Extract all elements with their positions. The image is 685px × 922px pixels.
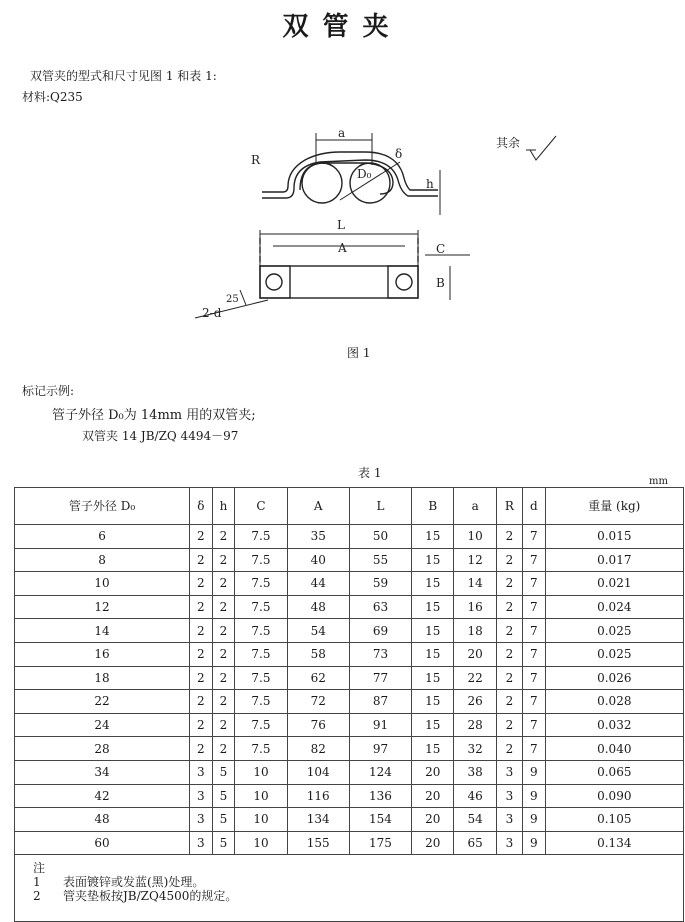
label-roughness: 其余 (496, 136, 521, 150)
table-cell: 0.040 (545, 737, 683, 761)
table-cell: 175 (349, 831, 411, 855)
table-cell: 22 (454, 666, 496, 690)
table-cell: 155 (287, 831, 349, 855)
table-cell: 3 (190, 784, 212, 808)
table-cell: 2 (496, 572, 522, 596)
table-cell: 48 (287, 595, 349, 619)
column-header: B (412, 488, 454, 525)
table-row (15, 690, 684, 714)
table-cell: 0.032 (545, 713, 683, 737)
column-header: h (212, 488, 235, 525)
table-cell: 46 (454, 784, 496, 808)
table-cell: 0.028 (545, 690, 683, 714)
label-a: a (338, 126, 346, 140)
table-cell: 20 (412, 808, 454, 832)
table-cell: 3 (496, 808, 522, 832)
table-cell: 5 (212, 831, 235, 855)
column-header: 管子外径 D₀ (15, 488, 190, 525)
table-cell: 7 (522, 525, 545, 549)
table-cell: 2 (190, 642, 212, 666)
page-title: 双管夹 (282, 12, 403, 42)
table-cell: 50 (349, 525, 411, 549)
table-cell: 7.5 (235, 619, 287, 643)
table-cell: 32 (454, 737, 496, 761)
table-cell: 0.105 (545, 808, 683, 832)
note-item (33, 889, 683, 903)
table-row (15, 572, 684, 596)
table-cell: 20 (454, 642, 496, 666)
table-cell: 3 (190, 831, 212, 855)
table-cell: 2 (212, 737, 235, 761)
table-cell: 2 (190, 666, 212, 690)
table-cell: 12 (15, 595, 190, 619)
table-cell: 0.134 (545, 831, 683, 855)
table-row (15, 808, 684, 832)
note-text: 管夹垫板按JB/ZQ4500的规定。 (63, 889, 238, 904)
table-cell: 7.5 (235, 548, 287, 572)
table-cell: 10 (235, 784, 287, 808)
table-cell: 2 (190, 572, 212, 596)
table-cell: 2 (212, 595, 235, 619)
table-caption: 表 1 (358, 466, 382, 480)
table-cell: 10 (15, 572, 190, 596)
table-cell: 77 (349, 666, 411, 690)
table-cell: 24 (15, 713, 190, 737)
table-cell: 15 (412, 572, 454, 596)
table-cell: 154 (349, 808, 411, 832)
table-cell: 42 (15, 784, 190, 808)
table-cell: 7.5 (235, 737, 287, 761)
table-row (15, 619, 684, 643)
table-cell: 48 (15, 808, 190, 832)
label-h: h (426, 177, 434, 191)
table-cell: 5 (212, 808, 235, 832)
table-cell: 2 (212, 548, 235, 572)
label-A: A (338, 241, 347, 255)
label-D0: D₀ (357, 167, 372, 181)
table-cell: 40 (287, 548, 349, 572)
table-cell: 0.021 (545, 572, 683, 596)
table-cell: 9 (522, 784, 545, 808)
table-cell: 10 (454, 525, 496, 549)
table-cell: 62 (287, 666, 349, 690)
table-header-row (15, 488, 684, 525)
table-row (15, 666, 684, 690)
table-cell: 15 (412, 595, 454, 619)
table-cell: 2 (212, 690, 235, 714)
table-cell: 116 (287, 784, 349, 808)
table-cell: 15 (412, 619, 454, 643)
table-cell: 44 (287, 572, 349, 596)
table-cell: 10 (235, 760, 287, 784)
table-row (15, 525, 684, 549)
table-cell: 0.025 (545, 619, 683, 643)
table-cell: 10 (235, 831, 287, 855)
table-cell: 124 (349, 760, 411, 784)
table-cell: 15 (412, 713, 454, 737)
table-cell: 9 (522, 808, 545, 832)
table-cell: 15 (412, 666, 454, 690)
table-row (15, 548, 684, 572)
table-cell: 7 (522, 737, 545, 761)
intro-text: 双管夹的型式和尺寸见图 1 和表 1: (30, 69, 217, 83)
table-cell: 54 (454, 808, 496, 832)
table-cell: 73 (349, 642, 411, 666)
note-number: 1 (33, 875, 41, 890)
table-cell: 7 (522, 690, 545, 714)
table-row (15, 595, 684, 619)
column-header: 重量 (kg) (545, 488, 683, 525)
table-cell: 7.5 (235, 572, 287, 596)
column-header: C (235, 488, 287, 525)
table-cell: 22 (15, 690, 190, 714)
table-cell: 0.015 (545, 525, 683, 549)
table-cell: 14 (15, 619, 190, 643)
table-cell: 0.017 (545, 548, 683, 572)
notes-row (15, 855, 684, 922)
table-cell: 3 (190, 760, 212, 784)
roughness-symbol (526, 136, 556, 160)
table-cell: 7 (522, 595, 545, 619)
table-cell: 5 (212, 760, 235, 784)
table-cell: 2 (190, 619, 212, 643)
example-line-1: 管子外径 D₀为 14mm 用的双管夹; (52, 408, 256, 423)
notes-heading: 注 (33, 861, 46, 876)
table-cell: 16 (15, 642, 190, 666)
label-ra: 25 (226, 294, 239, 305)
table-cell: 7 (522, 713, 545, 737)
table-cell: 15 (412, 690, 454, 714)
note-number: 2 (33, 889, 41, 904)
table-cell: 63 (349, 595, 411, 619)
table-cell: 3 (496, 760, 522, 784)
table-cell: 55 (349, 548, 411, 572)
table-cell: 69 (349, 619, 411, 643)
label-C: C (436, 242, 446, 256)
table-cell: 28 (15, 737, 190, 761)
clamp-drawing (185, 120, 521, 330)
table-row (15, 784, 684, 808)
table-cell: 35 (287, 525, 349, 549)
table-cell: 2 (496, 595, 522, 619)
table-cell: 2 (496, 713, 522, 737)
table-cell: 2 (212, 713, 235, 737)
table-cell: 16 (454, 595, 496, 619)
table-cell: 7 (522, 619, 545, 643)
table-cell: 14 (454, 572, 496, 596)
table-cell: 2 (212, 525, 235, 549)
table-row (15, 737, 684, 761)
label-B: B (436, 276, 445, 290)
table-cell: 54 (287, 619, 349, 643)
notes-cell (15, 855, 684, 922)
column-header: a (454, 488, 496, 525)
table-cell: 20 (412, 831, 454, 855)
table-cell: 2 (190, 713, 212, 737)
table-cell: 2 (190, 525, 212, 549)
table-cell: 7 (522, 572, 545, 596)
table-cell: 7 (522, 666, 545, 690)
table-cell: 26 (454, 690, 496, 714)
table-cell: 9 (522, 831, 545, 855)
table-cell: 134 (287, 808, 349, 832)
table-cell: 0.065 (545, 760, 683, 784)
table-cell: 2 (212, 572, 235, 596)
table-cell: 38 (454, 760, 496, 784)
clamp-front-view (262, 152, 438, 203)
table-cell: 3 (496, 831, 522, 855)
table-cell: 7.5 (235, 642, 287, 666)
table-cell: 28 (454, 713, 496, 737)
table-row (15, 760, 684, 784)
table-cell: 60 (15, 831, 190, 855)
example-line-2: 双管夹 14 JB/ZQ 4494－97 (82, 429, 239, 443)
table-cell: 65 (454, 831, 496, 855)
table-cell: 91 (349, 713, 411, 737)
table-cell: 2 (496, 737, 522, 761)
note-item (33, 875, 683, 889)
table-cell: 2 (212, 619, 235, 643)
table-cell: 2 (496, 666, 522, 690)
table-cell: 104 (287, 760, 349, 784)
table-cell: 9 (522, 760, 545, 784)
table-cell: 76 (287, 713, 349, 737)
table-cell: 2 (212, 642, 235, 666)
table-cell: 136 (349, 784, 411, 808)
table-cell: 7 (522, 548, 545, 572)
note-text: 表面镀锌或发蓝(黑)处理。 (63, 875, 205, 890)
table-row (15, 831, 684, 855)
table-row (15, 642, 684, 666)
table-cell: 59 (349, 572, 411, 596)
table-cell: 15 (412, 525, 454, 549)
table-cell: 0.090 (545, 784, 683, 808)
table-cell: 20 (412, 784, 454, 808)
table-cell: 2 (496, 619, 522, 643)
table-cell: 15 (412, 642, 454, 666)
table-cell: 2 (496, 642, 522, 666)
table-row (15, 713, 684, 737)
table-cell: 34 (15, 760, 190, 784)
table-cell: 2 (190, 548, 212, 572)
column-header: A (287, 488, 349, 525)
column-header: L (349, 488, 411, 525)
table-cell: 7.5 (235, 666, 287, 690)
table-cell: 20 (412, 760, 454, 784)
table-cell: 3 (190, 808, 212, 832)
column-header: δ (190, 488, 212, 525)
table-cell: 7.5 (235, 595, 287, 619)
table-cell: 5 (212, 784, 235, 808)
table-cell: 7.5 (235, 690, 287, 714)
table-cell: 2 (190, 737, 212, 761)
label-L: L (337, 218, 345, 232)
label-R: R (251, 153, 261, 167)
table-cell: 18 (15, 666, 190, 690)
table-cell: 87 (349, 690, 411, 714)
table-cell: 7 (522, 642, 545, 666)
table-cell: 82 (287, 737, 349, 761)
table-cell: 3 (496, 784, 522, 808)
table-cell: 58 (287, 642, 349, 666)
table-cell: 2 (496, 690, 522, 714)
table-cell: 7.5 (235, 713, 287, 737)
table-cell: 2 (212, 666, 235, 690)
table-cell: 0.024 (545, 595, 683, 619)
table-cell: 2 (190, 595, 212, 619)
unit-label: mm (649, 476, 668, 487)
table-cell: 18 (454, 619, 496, 643)
table-cell: 0.026 (545, 666, 683, 690)
table-cell: 2 (496, 548, 522, 572)
table-cell: 8 (15, 548, 190, 572)
material-text: 材料:Q235 (22, 90, 83, 104)
table-cell: 6 (15, 525, 190, 549)
label-delta: δ (395, 147, 403, 161)
table-cell: 15 (412, 737, 454, 761)
table-cell: 97 (349, 737, 411, 761)
table-cell: 10 (235, 808, 287, 832)
label-hole: 2-d (202, 306, 222, 320)
example-heading: 标记示例: (22, 384, 75, 398)
table-cell: 2 (190, 690, 212, 714)
column-header: R (496, 488, 522, 525)
table-cell: 7.5 (235, 525, 287, 549)
column-header: d (522, 488, 545, 525)
table-cell: 0.025 (545, 642, 683, 666)
table-cell: 2 (496, 525, 522, 549)
dimensions-table (14, 487, 684, 922)
drawing-labels (202, 126, 520, 320)
table-cell: 72 (287, 690, 349, 714)
table-cell: 12 (454, 548, 496, 572)
table-cell: 15 (412, 548, 454, 572)
figure-caption: 图 1 (347, 346, 371, 360)
